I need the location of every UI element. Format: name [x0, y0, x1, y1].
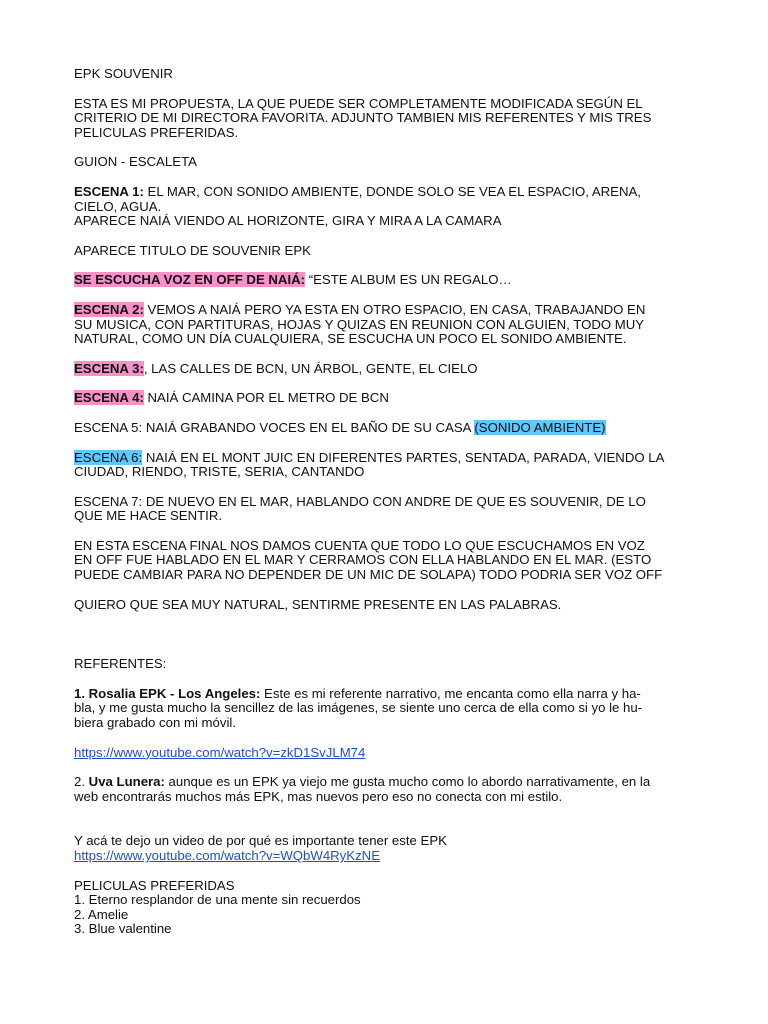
- escena-3-label: ESCENA 3:: [74, 360, 144, 376]
- intro-line: ESTA ES MI PROPUESTA, LA QUE PUEDE SER COMPLETAMENTE MODIFICADA SEGÚN EL: [74, 95, 643, 111]
- guion-heading: GUION - ESCALETA: [74, 154, 197, 170]
- intro-line: PELICULAS PREFERIDAS.: [74, 124, 239, 140]
- peliculas-list: [74, 879, 704, 937]
- escena-5: ESCENA 5: NAIÁ GRABANDO VOCES EN EL BAÑO DE SU CASA (SONIDO AMBIENTE): [74, 419, 606, 435]
- natural-line: QUIERO QUE SEA MUY NATURAL, SENTIRME PRESENTE EN LAS PALABRAS.: [74, 596, 562, 612]
- pelicula-item: 1. Eterno resplandor de una mente sin recuerdos: [74, 892, 361, 908]
- referente-1: 1. Rosalia EPK - Los Angeles: Este es mi referente narrativo, me encanta como ella narra y ha- bla, y me gusta mucho la sencillez de las imágenes, se siente uno cerca de ella como si yo le hu- biera grabado con mi móvil.: [74, 685, 643, 731]
- referente-2: 2. Uva Lunera: aunque es un EPK ya viejo me gusta mucho como lo abordo narrativamente, en la web encontrarás muchos más EPK, mas nuevos pero eso no conecta con mi estilo.: [74, 774, 651, 804]
- final-paragraph: EN ESTA ESCENA FINAL NOS DAMOS CUENTA QUE TODO LO QUE ESCUCHAMOS EN VOZ EN OFF FUE HABLADO EN EL MAR Y CERRAMOS CON ELLA HABLANDO EN EL MAR. (ESTO PUEDE CAMBIAR PARA NO DEPENDER DE UN MIC DE SOLAPA) TODO PODRIA SER VOZ OFF: [74, 537, 663, 583]
- escena-4: ESCENA 4: NAIÁ CAMINA POR EL METRO DE BCN: [74, 390, 389, 406]
- escena-4-label: ESCENA 4:: [74, 390, 144, 406]
- rosalia-video-link[interactable]: https://www.youtube.com/watch?v=zkD1SvJLM74: [74, 744, 366, 760]
- referente-1-label: 1. Rosalia EPK - Los Angeles:: [74, 685, 261, 701]
- escena-1-label: ESCENA 1:: [74, 183, 144, 199]
- voz-off-label: SE ESCUCHA VOZ EN OFF DE NAIÁ:: [74, 272, 306, 288]
- intro-paragraph: [74, 97, 704, 141]
- voz-off-line: SE ESCUCHA VOZ EN OFF DE NAIÁ: “ESTE ALBUM ES UN REGALO…: [74, 272, 512, 288]
- escena-6: ESCENA 6: NAIÁ EN EL MONT JUIC EN DIFERENTES PARTES, SENTADA, PARADA, VIENDO LA CIUDAD, RIENDO, TRISTE, SERIA, CANTANDO: [74, 449, 665, 480]
- pelicula-item: 2. Amelie: [74, 906, 129, 922]
- escena-7: ESCENA 7: DE NUEVO EN EL MAR, HABLANDO CON ANDRE DE QUE ES SOUVENIR, DE LO QUE ME HACE SENTIR.: [74, 493, 646, 524]
- referentes-heading: REFERENTES:: [74, 656, 167, 672]
- titulo-line: APARECE TITULO DE SOUVENIR EPK: [74, 242, 311, 258]
- intro-line: CRITERIO DE MI DIRECTORA FAVORITA. ADJUNTO TAMBIEN MIS REFERENTES Y MIS TRES: [74, 110, 652, 126]
- peliculas-heading: PELICULAS PREFERIDAS: [74, 877, 235, 893]
- referente-2-label: Uva Lunera:: [88, 774, 165, 790]
- escena-3: ESCENA 3:, LAS CALLES DE BCN, UN ÁRBOL, GENTE, EL CIELO: [74, 360, 478, 376]
- spacer: [74, 819, 704, 834]
- spacer: [74, 627, 704, 642]
- escena-2-label: ESCENA 2:: [74, 301, 144, 317]
- document-body: [74, 67, 704, 937]
- pelicula-item: 3. Blue valentine: [74, 921, 172, 937]
- referente-1-link-line: [74, 746, 704, 761]
- escena-6-label: ESCENA 6:: [74, 449, 143, 465]
- escena-1: ESCENA 1: EL MAR, CON SONIDO AMBIENTE, DONDE SOLO SE VEA EL ESPACIO, ARENA, CIELO, AGUA. APARECE NAIÁ VIENDO AL HORIZONTE, GIRA Y MIRA A LA CAMARA: [74, 183, 641, 229]
- escena-2: ESCENA 2: VEMOS A NAIÁ PERO YA ESTA EN OTRO ESPACIO, EN CASA, TRABAJANDO EN SU MUSICA, CON PARTITURAS, HOJAS Y QUIZAS EN REUNION CON ALGUIEN, TODO MUY NATURAL, COMO UN DÍA CUALQUIERA, SE ESCUCHA UN POCO EL SONIDO AMBIENTE.: [74, 301, 646, 347]
- spacer: [74, 642, 704, 657]
- doc-title: EPK SOUVENIR: [74, 66, 173, 81]
- importance-video-link[interactable]: https://www.youtube.com/watch?v=WQbW4RyKzNE: [74, 848, 380, 863]
- sonido-ambiente-highlight: (SONIDO AMBIENTE): [474, 419, 606, 435]
- video-paragraph: Y acá te dejo un video de por qué es importante tener este EPK https://www.youtube.com/watch?v=WQbW4RyKzNE: [74, 833, 447, 863]
